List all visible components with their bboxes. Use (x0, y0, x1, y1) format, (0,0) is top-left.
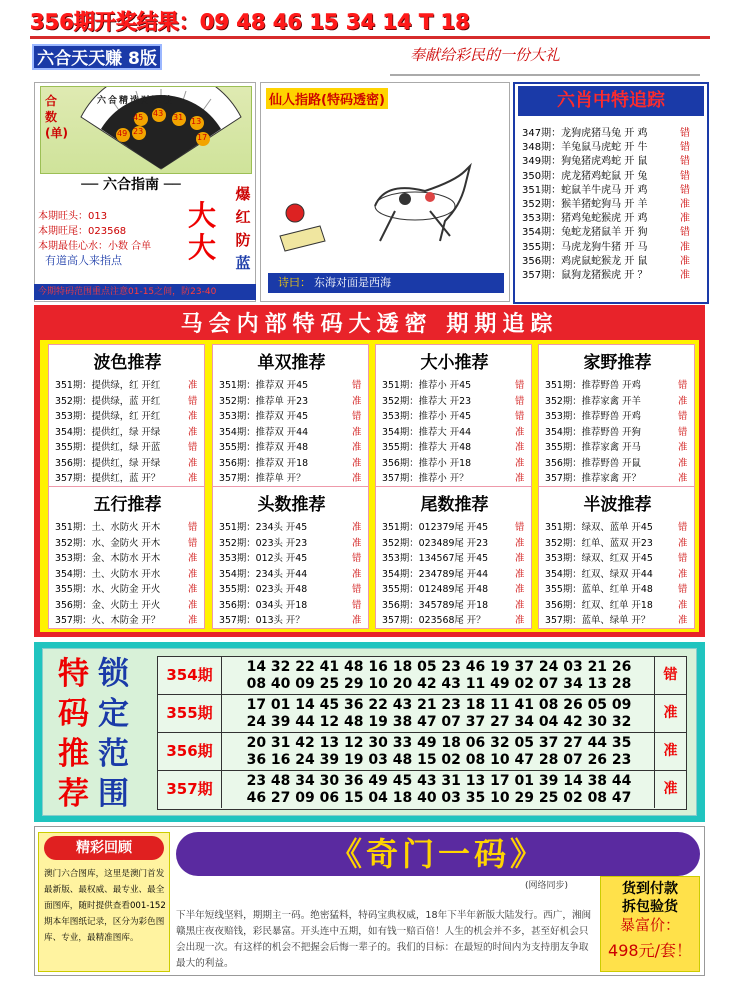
recommend-row-text: 357期：013头 开？ (219, 615, 305, 626)
recommend-row (545, 470, 695, 484)
fan-box (40, 86, 252, 174)
recommend-row-text: 351期：推荐小 开45 (382, 380, 472, 391)
recommend-row-status: 准 (515, 568, 525, 580)
recommend-row-status: 准 (515, 584, 525, 595)
recommend-row-status: 准 (515, 553, 525, 564)
lock-period: 354期 (158, 657, 222, 694)
recommend-row-status: 错 (188, 537, 198, 549)
zodiac-row-result: 准 (680, 213, 690, 225)
recommend-row (382, 550, 532, 564)
section-title: 马会内部特码大透密 期期追踪 (180, 311, 559, 337)
recommend-row-text: 351期：土、水防火 开木 (55, 522, 161, 533)
recommend-row (382, 566, 532, 580)
lock-numbers: 24 39 44 12 48 19 38 47 07 37 27 34 04 42 30 32 (246, 714, 632, 730)
zodiac-row-text: 348期：羊兔鼠马虎蛇 开 牛 (522, 142, 648, 154)
recommend-cell (48, 486, 205, 629)
zodiac-row-text: 347期：龙狗虎猪马兔 开 鸡 (522, 128, 648, 139)
recommend-row-status: 准 (352, 522, 362, 533)
recommend-cell-title: 大小推荐 (420, 353, 489, 373)
recommend-row (545, 550, 695, 564)
recommend-cell (375, 486, 532, 629)
recommend-row (55, 377, 205, 391)
recommend-cell (538, 344, 695, 487)
lock-period: 357期 (158, 771, 222, 808)
recommend-row (55, 597, 205, 611)
recommend-row-text: 354期：234789尾 开44 (382, 568, 489, 580)
lock-status: 准 (654, 733, 686, 770)
recommend-row-status: 准 (188, 599, 198, 611)
recommend-row-status: 准 (678, 442, 688, 453)
poem-key: 诗曰： (278, 276, 311, 289)
zodiac-row-result: 错 (680, 170, 690, 182)
recommend-cell (212, 486, 369, 629)
recommend-row (55, 612, 205, 626)
tail-text: 本期旺尾：023568 (38, 226, 127, 237)
guide-title: ── 六合指南 ── (81, 177, 181, 193)
ball: 49 (117, 129, 128, 138)
recommend-row-status: 错 (188, 442, 198, 453)
recommend-row (219, 597, 369, 611)
lock-status: 准 (654, 695, 686, 732)
recommend-row-text: 352期：023头 开23 (219, 537, 308, 549)
recommend-row-status: 准 (678, 615, 688, 626)
lock-row (158, 657, 686, 695)
recommend-row-status: 错 (515, 395, 525, 407)
recommend-row (382, 597, 532, 611)
recommend-row-text: 357期：提供红，蓝 开？ (55, 473, 161, 484)
recommend-row (55, 439, 205, 453)
recommend-row (382, 535, 532, 549)
recommend-row-status: 错 (352, 584, 362, 595)
recommend-row (55, 470, 205, 484)
recommend-row-text: 357期：推荐家禽 开？ (545, 473, 641, 484)
recommend-row (219, 566, 369, 580)
recommend-row-status: 错 (678, 584, 688, 595)
ball: 17 (197, 133, 208, 142)
recommend-row-status: 准 (515, 426, 525, 438)
recommend-row (219, 550, 369, 564)
zodiac-row-result: 错 (680, 184, 690, 196)
zodiac-row (522, 155, 702, 169)
recommend-row-text: 354期：土、火防水 开水 (55, 568, 161, 580)
recommend-row (545, 535, 695, 549)
lock-numbers: 14 32 22 41 48 16 18 05 23 46 19 37 24 03 21 26 (246, 659, 632, 675)
recommend-row-text: 355期：水、火防金 开火 (55, 584, 161, 595)
recommend-row-text: 356期：推荐双 开18 (219, 457, 309, 469)
recommend-row (219, 377, 369, 391)
recommend-cell-title: 头数推荐 (257, 495, 326, 515)
price-value: 498元/套！ (608, 941, 692, 960)
recommend-row-text: 357期：蓝单、绿单 开？ (545, 615, 651, 626)
recommend-row (219, 535, 369, 549)
recommend-row-text: 357期：火、木防金 开？ (55, 615, 161, 626)
recommend-row-text: 351期：012379尾 开45 (382, 522, 489, 533)
lock-period: 356期 (158, 733, 222, 770)
recommend-row (545, 393, 695, 407)
recommend-row-text: 356期：推荐小 开18 (382, 457, 472, 469)
recommend-row-text: 356期：034头 开18 (219, 599, 308, 611)
recommend-row-status: 错 (678, 522, 688, 533)
recommend-row (545, 424, 695, 438)
recommend-row-text: 355期：推荐双 开48 (219, 442, 309, 453)
recommend-row-text: 351期：提供绿，红 开红 (55, 380, 161, 391)
recommend-row-text: 351期：推荐野兽 开鸡 (545, 380, 641, 391)
recommend-row-text: 353期：推荐小 开45 (382, 411, 472, 422)
recommend-row-text: 357期：023568尾 开？ (382, 615, 486, 626)
recommend-row (382, 470, 532, 484)
recommend-row-text: 355期：推荐家禽 开马 (545, 442, 641, 453)
recommend-cell (375, 344, 532, 487)
recommend-row (55, 424, 205, 438)
recommend-row (382, 439, 532, 453)
ball: 43 (153, 109, 164, 118)
recommend-row-status: 准 (188, 426, 198, 438)
zodiac-row-result: 错 (680, 128, 690, 139)
recommend-row-text: 353期：推荐野兽 开鸡 (545, 411, 641, 422)
recommend-row (219, 393, 369, 407)
recommend-row (545, 455, 695, 469)
recommend-cell-title: 尾数推荐 (420, 495, 489, 515)
recommend-row-text: 353期：推荐双 开45 (219, 411, 309, 422)
recommend-row (219, 424, 369, 438)
recommend-row-text: 356期：提供红，绿 开绿 (55, 457, 161, 469)
lock-numbers: 36 16 24 39 19 03 48 15 02 08 10 47 28 07 26 23 (246, 752, 632, 768)
recommend-row-text: 353期：绿双、红双 开45 (545, 553, 653, 564)
lock-right-col: 锁 定 范 围 (98, 656, 129, 812)
recommend-row-status: 准 (678, 568, 688, 580)
recommend-row (382, 424, 532, 438)
recommend-row (55, 519, 205, 533)
qimen-title: 《奇门一码》 (176, 832, 700, 876)
recommend-row-text: 354期：提供红，绿 开绿 (55, 426, 161, 438)
recommend-row-status: 准 (352, 426, 362, 438)
recommend-row-status: 准 (515, 457, 525, 469)
recommend-row (55, 550, 205, 564)
recommend-row (545, 519, 695, 533)
lock-row (158, 771, 686, 809)
greeting-text: 奉献给彩民的一份大礼 (390, 44, 700, 76)
lock-status: 错 (654, 657, 686, 694)
zodiac-row-result: 错 (680, 227, 690, 239)
recommend-row-text: 354期：红双、绿双 开44 (545, 568, 653, 580)
recommend-row-text: 356期：推荐野兽 开鼠 (545, 457, 641, 469)
lock-numbers: 17 01 14 45 36 22 43 21 23 18 11 41 08 26 05 09 (246, 697, 632, 713)
zodiac-row (522, 241, 702, 255)
recommend-row-status: 准 (678, 473, 688, 484)
lock-row (158, 733, 686, 771)
recommend-row-status: 错 (352, 553, 362, 564)
recommend-row-text: 352期：红单、蓝双 开23 (545, 537, 653, 549)
recommend-row (382, 581, 532, 595)
zodiac-row-text: 354期：兔蛇龙猪鼠羊 开 狗 (522, 227, 648, 239)
recommend-row (55, 566, 205, 580)
hint-column: 爆 红 防 蓝 (235, 185, 251, 272)
six-zodiac-title: 六肖中特追踪 (518, 86, 704, 116)
zodiac-row (522, 255, 702, 269)
divider (30, 36, 710, 39)
recommend-row (545, 408, 695, 422)
zodiac-row-result: 准 (680, 241, 690, 253)
zodiac-row-result: 错 (680, 156, 690, 168)
fan-text: 六合精选财运波 (97, 96, 175, 106)
recommend-cell (48, 344, 205, 487)
recommend-row (382, 408, 532, 422)
recommend-row (55, 408, 205, 422)
recommend-row (382, 393, 532, 407)
edition-title: 六合天天赚 8版 (32, 44, 162, 70)
recommend-row-status: 准 (515, 473, 525, 484)
recommend-row (545, 597, 695, 611)
recommend-row-status: 准 (678, 457, 688, 469)
recommend-row-text: 356期：345789尾 开18 (382, 599, 489, 611)
recommend-row (545, 612, 695, 626)
recommend-row-text: 351期：绿双、蓝单 开45 (545, 522, 653, 533)
draw-result-title: 356期开奖结果：09 48 46 15 34 14 T 18 (30, 10, 470, 34)
recommend-row (55, 581, 205, 595)
recommend-row-status: 准 (188, 411, 198, 422)
recommend-row-text: 352期：023489尾 开23 (382, 537, 489, 549)
recommend-row-text: 354期：推荐野兽 开狗 (545, 426, 641, 438)
recommend-row-status: 准 (188, 380, 198, 391)
immortal-title: 仙人指路(特码透密) (266, 88, 388, 109)
poem-bar: 东海对面是西海 (268, 273, 504, 293)
pay-line: 货到付款 (622, 881, 678, 897)
zodiac-row (522, 141, 702, 155)
recommend-row (219, 408, 369, 422)
recommend-row-status: 错 (352, 599, 362, 611)
recommend-row-status: 准 (188, 568, 198, 580)
zodiac-row (522, 269, 702, 283)
recommend-row-status: 错 (678, 553, 688, 564)
fan-side-label: 合数(单) (45, 94, 68, 140)
recommend-row-text: 351期：234头 开45 (219, 522, 308, 533)
recommend-row (545, 566, 695, 580)
zodiac-row-text: 355期：马虎龙狗牛猪 开 马 (522, 241, 648, 253)
recommend-row (55, 455, 205, 469)
lock-period: 355期 (158, 695, 222, 732)
recommend-row-status: 准 (188, 457, 198, 469)
recommend-row-text: 353期：134567尾 开45 (382, 553, 489, 564)
recommend-row-status: 错 (515, 380, 525, 391)
recommend-row-text: 353期：金、木防水 开木 (55, 553, 161, 564)
recommend-row-status: 错 (678, 411, 688, 422)
recommend-row-text: 356期：金、火防土 开火 (55, 599, 161, 611)
zodiac-row (522, 127, 702, 141)
recommend-row-status: 错 (188, 522, 198, 533)
recommend-row-status: 准 (188, 615, 198, 626)
lock-numbers: 46 27 09 06 15 04 18 40 03 35 10 29 25 02 08 47 (246, 790, 632, 806)
lock-left-col: 特 码 推 荐 (58, 656, 89, 812)
recommend-row-text: 352期：推荐家禽 开羊 (545, 395, 641, 407)
immortal-panel (260, 82, 510, 302)
lock-row (158, 695, 686, 733)
recommend-row (55, 535, 205, 549)
recommend-row-status: 准 (678, 537, 688, 549)
zodiac-row-text: 352期：猴羊猪蛇狗马 开 羊 (522, 199, 648, 210)
lock-numbers: 20 31 42 13 12 30 33 49 18 06 32 05 37 27 44 35 (246, 735, 632, 751)
recommend-row-text: 355期：蓝单、红单 开48 (545, 584, 653, 595)
recommend-row-status: 准 (515, 442, 525, 453)
recommend-row-status: 错 (515, 522, 525, 533)
zodiac-row (522, 226, 702, 240)
qimen-text: 下半年短线坚料，期期主一码。绝密猛料，特码宝典权威，18年下半年新版大陆发行。西广，湘闽赣黑庄夜夜赔钱，彩民暴富。开头连中五期，如有钱一赔百倍！人生的机会并不多，甚至好机会只会出现一次。有这样的机会不把握会后悔一辈子的。我们的目标：在最短的时间内为支持朋友争取最大的利益。 (176, 910, 592, 969)
recommend-row-status: 准 (515, 615, 525, 626)
expert-text: 有道高人来指点 (45, 254, 122, 267)
recommend-row-status: 错 (678, 426, 688, 438)
zodiac-row-text: 349期：狗兔猪虎鸡蛇 开 鼠 (522, 156, 648, 168)
dog-illustration-icon (265, 111, 505, 271)
recommend-row-text: 351期：推荐双 开45 (219, 380, 309, 391)
notice-bar: 今期特码范围重点注意01-15之间，防23-40 (34, 284, 256, 300)
zodiac-row-result: 准 (680, 255, 690, 267)
recommend-row (382, 455, 532, 469)
ball: 31 (173, 113, 184, 122)
recommend-row (545, 439, 695, 453)
recommend-row-text: 354期：推荐双 开44 (219, 426, 309, 438)
recommend-row-text: 355期：提供红，绿 开蓝 (55, 442, 161, 453)
recommend-row-text: 352期：推荐大 开23 (382, 395, 472, 407)
lock-status: 准 (654, 771, 686, 808)
recommend-row-status: 准 (678, 395, 688, 407)
recommend-row (545, 377, 695, 391)
recommend-row (219, 455, 369, 469)
recommend-cell-title: 波色推荐 (93, 353, 162, 373)
recommend-row-text: 352期：水、金防火 开木 (55, 537, 161, 549)
recommend-row-status: 准 (352, 457, 362, 469)
recommend-row-text: 357期：推荐小 开？ (382, 473, 469, 484)
recommend-cell-title: 单双推荐 (257, 353, 326, 373)
recommend-row-status: 准 (678, 599, 688, 611)
recommend-row-text: 357期：推荐单 开？ (219, 473, 306, 484)
review-title: 精彩回顾 (44, 836, 164, 860)
zodiac-row-text: 357期：鼠狗龙猪猴虎 开 ？ (522, 270, 648, 281)
recommend-cell-title: 半波推荐 (583, 495, 652, 515)
recommend-cell-title: 家野推荐 (583, 353, 652, 373)
price-label: 暴富价： (619, 916, 680, 934)
recommend-cell (538, 486, 695, 629)
ball: 23 (133, 127, 144, 136)
zodiac-row-text: 356期：鸡虎鼠蛇猴龙 开 鼠 (522, 255, 648, 267)
zodiac-row (522, 198, 702, 212)
heart-text: 本期最佳心水：小数 合单 (38, 241, 152, 252)
recommend-row-text: 355期：推荐大 开48 (382, 442, 472, 453)
pay-line: 拆包验货 (622, 899, 678, 915)
zodiac-row-text: 351期：蛇鼠羊牛虎马 开 鸡 (522, 184, 648, 196)
recommend-cell (212, 344, 369, 487)
recommend-cell-title: 五行推荐 (93, 495, 162, 515)
recommend-row (219, 470, 369, 484)
big-character: 大 大 (188, 199, 217, 264)
recommend-row (219, 519, 369, 533)
review-body: 澳门六合图库，这里是澳门首发最新版、最权威、最专业、最全面图库，随时提供查看001-152期本年图纸记录，区分为彩色图库、专业，最精准图库。 (44, 869, 166, 943)
recommend-row-status: 准 (352, 537, 362, 549)
recommend-row-status: 准 (352, 473, 362, 484)
recommend-row (219, 581, 369, 595)
recommend-row (382, 377, 532, 391)
network-sync: (网络同步) (525, 881, 569, 891)
recommend-row (55, 393, 205, 407)
recommend-row-text: 352期：提供绿，蓝 开红 (55, 395, 161, 407)
zodiac-row-result: 准 (680, 199, 690, 210)
recommend-row (219, 612, 369, 626)
recommend-row-status: 准 (515, 599, 525, 611)
recommend-row-status: 准 (352, 395, 362, 407)
recommend-row-status: 准 (352, 568, 362, 580)
recommend-row-text: 354期：推荐大 开44 (382, 426, 472, 438)
zodiac-row (522, 170, 702, 184)
zodiac-row-result: 错 (680, 142, 690, 154)
ball: 45 (133, 113, 144, 122)
recommend-row-status: 错 (352, 411, 362, 422)
recommend-row-status: 错 (352, 380, 362, 391)
lock-numbers: 23 48 34 30 36 49 45 43 31 13 17 01 39 14 38 44 (246, 773, 632, 789)
recommend-row-status: 准 (188, 553, 198, 564)
recommend-row-text: 356期：红双、红单 开18 (545, 599, 653, 611)
zodiac-row (522, 212, 702, 226)
recommend-row-text: 353期：012头 开45 (219, 553, 308, 564)
head-text: 本期旺头：013 (38, 211, 108, 222)
recommend-row-text: 355期：023头 开48 (219, 584, 308, 595)
ball: 13 (191, 117, 202, 126)
recommend-row-status: 错 (188, 395, 198, 407)
recommend-row (219, 439, 369, 453)
recommend-row-status: 错 (678, 380, 688, 391)
recommend-row-text: 353期：提供绿，红 开红 (55, 411, 161, 422)
lock-numbers: 08 40 09 25 29 10 20 42 43 11 49 02 07 34 13 28 (246, 676, 632, 692)
recommend-row-status: 准 (352, 615, 362, 626)
recommend-row-status: 准 (188, 584, 198, 595)
zodiac-row-result: 准 (680, 270, 690, 281)
recommend-row-status: 准 (352, 442, 362, 453)
recommend-row (545, 581, 695, 595)
recommend-row (382, 519, 532, 533)
recommend-row-status: 准 (188, 473, 198, 484)
recommend-row-status: 准 (515, 537, 525, 549)
recommend-row-text: 352期：推荐单 开23 (219, 395, 309, 407)
zodiac-row-text: 350期：虎龙猪鸡蛇鼠 开 兔 (522, 170, 648, 182)
recommend-row (382, 612, 532, 626)
recommend-row-text: 355期：012489尾 开48 (382, 584, 489, 595)
zodiac-row (522, 184, 702, 198)
zodiac-row-text: 353期：猪鸡兔蛇猴虎 开 鸡 (522, 213, 648, 225)
recommend-row-status: 错 (515, 411, 525, 422)
recommend-row-text: 354期：234头 开44 (219, 568, 308, 580)
